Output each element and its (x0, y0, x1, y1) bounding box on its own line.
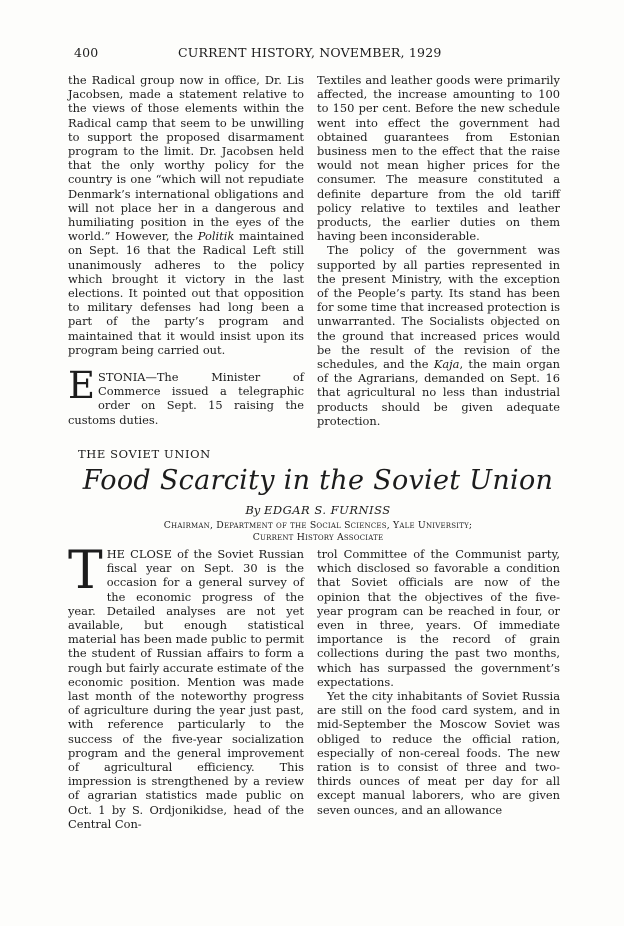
article-left-column (68, 541, 304, 831)
author-affiliation: Chairman, Department of the Social Sciences, Yale University; Current History Associate (163, 520, 473, 543)
section-label: THE SOVIET UNION (78, 447, 211, 461)
running-head-title: CURRENT HISTORY, NOVEMBER, 1929 (178, 45, 442, 60)
running-header (74, 45, 560, 63)
author-name: EDGAR S. FURNISS (263, 503, 391, 517)
paragraph: The policy of the government was supported by all parties represented in the present Ministry, with the exception of the People’s party. Its stand has been for some time that increased protection is unwarranted. The Socialists objected on the ground that increased prices would be the result of the revision of the schedules, and the Kaja, the main organ of the Agrarians, demanded on Sept. 16 that agricultural no less than industrial products should be given adequate protection. (317, 243, 560, 428)
paragraph: the Radical group now in office, Dr. Lis Jacobsen, made a statement relative to the views of those elements within the Radical camp that seem to be unwilling to support the proposed disarmament program to the limit. Dr. Jacobsen held that the only worthy policy for the country is one “which will not repudiate Denmark’s international obligations and will not place her in a dangerous and humiliating position in the eyes of the world.” However, the Politik maintained on Sept. 16 that the Radical Left still unanimously adheres to the policy which brought it victory in the last elections. It pointed out that opposition to military defenses had long been a part of the party’s program and maintained that it would insist upon its program being carried out. (68, 73, 304, 357)
article-right-column (317, 547, 560, 817)
drop-cap: T (68, 541, 103, 601)
article-title: Food Scarcity in the Soviet Union (82, 465, 554, 496)
lead-paragraph: THE CLOSE of the Soviet Russian fiscal year on Sept. 30 is the occasion for a general survey of the economic progress of the year. Detailed analyses are not yet available, but enough statistical material has been made public to permit the student of Russian affairs to form a rough but fairly accurate estimate of the economic position. Mention was made last month of the noteworthy progress of agriculture during the year just past, with reference particularly to the success of the five-year socialization program and the general improvement of agricultural efficiency. This impression is strengthened by a review of agrarian statistics made public on Oct. 1 by S. Ordjonikidse, head of the Central Con- (68, 541, 304, 831)
byline: By EDGAR S. FURNISS (245, 503, 391, 517)
top-left-column (68, 73, 304, 427)
drop-cap: E (68, 364, 96, 408)
top-right-column (317, 73, 560, 428)
paragraph: Yet the city inhabitants of Soviet Russia are still on the food card system, and in mid-September the Moscow Soviet was obliged to reduce the official ration, especially of non-cereal foods. The new ration is to consist of three and two-thirds ounces of meat per day for all except manual laborers, who are given seven ounces, and an allowance (317, 689, 560, 817)
paragraph: trol Committee of the Communist party, which disclosed so favorable a condition that Soviet officials are now of the opinion that the objectives of the five-year program can be reached in four, or even in three, years. Of immediate importance is the record of grain collections during the past two months, which has surpassed the government’s expectations. (317, 547, 560, 689)
estonia-paragraph: ESTONIA—The Minister of Commerce issued a telegraphic order on Sept. 15 raising the customs duties. (68, 364, 304, 427)
paragraph: Textiles and leather goods were primarily affected, the increase amounting to 100 to 150 per cent. Before the new schedule went into effect the government had obtained guarantees from Estonian business men to the effect that the raise would not mean higher prices for the consumer. The measure constituted a definite departure from the old tariff policy relative to textiles and leather products, the earlier duties on them having been inconsiderable. (317, 73, 560, 244)
page-number: 400 (74, 45, 99, 60)
